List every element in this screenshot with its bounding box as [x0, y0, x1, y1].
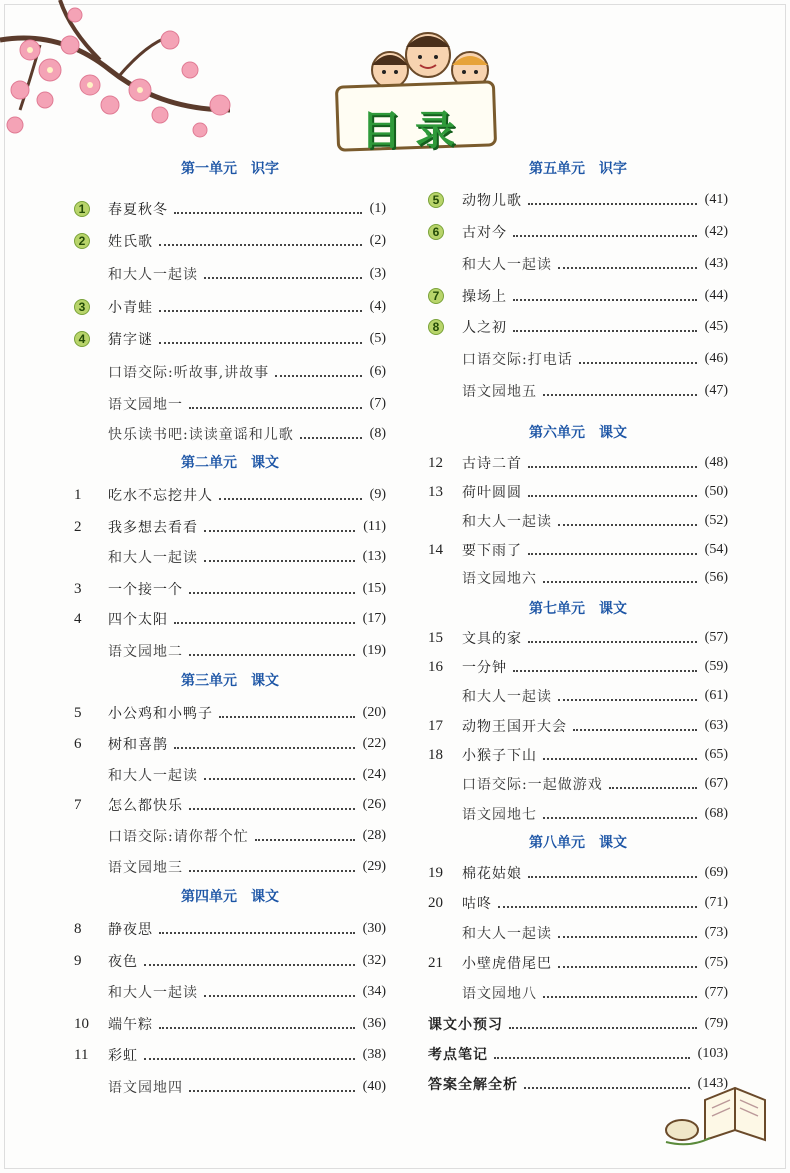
entry-title: 和大人一起读 — [462, 689, 552, 705]
toc-entry[interactable] — [428, 744, 728, 766]
entry-title: 语文园地六 — [462, 571, 537, 587]
lesson-number: 8 — [74, 920, 82, 937]
dot-leader — [573, 721, 697, 731]
lesson-number: 4 — [74, 331, 90, 347]
entry-title: 口语交际:打电话 — [462, 352, 573, 368]
entry-title: 一分钟 — [462, 660, 507, 676]
toc-entry[interactable] — [428, 567, 728, 589]
dot-leader — [528, 195, 697, 205]
entry-title: 口语交际:一起做游戏 — [462, 777, 603, 793]
entry-title: 棉花姑娘 — [462, 866, 522, 882]
entry-title: 夜色 — [108, 954, 138, 970]
lesson-number: 17 — [428, 717, 443, 734]
toc-entry[interactable] — [74, 198, 386, 220]
entry-title: 彩虹 — [108, 1048, 138, 1064]
page-number: (75) — [704, 955, 728, 970]
toc-entry[interactable] — [428, 221, 728, 243]
toc-entry[interactable] — [74, 856, 386, 878]
dot-leader — [159, 924, 355, 934]
entry-title: 快乐读书吧:读读童谣和儿歌 — [108, 427, 294, 443]
dot-leader — [159, 302, 362, 312]
toc-entry[interactable] — [74, 1044, 386, 1066]
dot-leader — [513, 322, 697, 332]
entry-title: 和大人一起读 — [108, 985, 198, 1001]
toc-entry[interactable] — [74, 950, 386, 972]
lesson-number-badge — [428, 192, 462, 208]
lesson-number-badge — [428, 224, 462, 240]
lesson-number: 2 — [74, 518, 82, 535]
toc-entry[interactable] — [428, 627, 728, 649]
toc-entry[interactable] — [74, 546, 386, 568]
dot-leader — [528, 868, 697, 878]
toc-entry[interactable] — [74, 361, 386, 383]
dot-leader — [558, 516, 697, 526]
entry-title: 姓氏歌 — [108, 234, 153, 250]
entry-title: 和大人一起读 — [108, 550, 198, 566]
dot-leader — [543, 750, 697, 760]
page-number: (40) — [362, 1079, 386, 1094]
page-number: (6) — [369, 364, 386, 379]
toc-entry[interactable] — [74, 764, 386, 786]
dot-leader — [579, 354, 697, 364]
entry-title: 考点笔记 — [428, 1047, 488, 1063]
page-number: (5) — [369, 331, 386, 346]
dot-leader — [300, 429, 362, 439]
page-number: (19) — [362, 643, 386, 658]
toc-entry[interactable] — [428, 1013, 728, 1035]
dot-leader — [513, 227, 697, 237]
dot-leader — [204, 522, 355, 532]
dot-leader — [219, 708, 355, 718]
dot-leader — [189, 399, 362, 409]
dot-leader — [219, 490, 362, 500]
dot-leader — [498, 898, 697, 908]
toc-entry[interactable] — [428, 803, 728, 825]
entry-title: 吃水不忘挖井人 — [108, 488, 213, 504]
toc-entry[interactable] — [74, 733, 386, 755]
page-number: (30) — [362, 921, 386, 936]
unit-heading: 第三单元 课文 — [181, 673, 279, 689]
entry-title: 我多想去看看 — [108, 520, 198, 536]
lesson-number: 14 — [428, 541, 443, 558]
page-number: (28) — [362, 828, 386, 843]
entry-title: 语文园地五 — [462, 384, 537, 400]
entry-title: 小猴子下山 — [462, 748, 537, 764]
entry-title: 古诗二首 — [462, 456, 522, 472]
entry-title: 语文园地一 — [108, 397, 183, 413]
lesson-number: 1 — [74, 201, 90, 217]
unit-heading: 第二单元 课文 — [181, 455, 279, 471]
page-number: (67) — [704, 776, 728, 791]
lesson-number: 7 — [74, 796, 82, 813]
toc-entry[interactable] — [428, 952, 728, 974]
entry-title: 语文园地七 — [462, 807, 537, 823]
dot-leader — [189, 862, 355, 872]
toc-entry[interactable] — [74, 981, 386, 1003]
page-number: (71) — [704, 895, 728, 910]
lesson-number: 6 — [74, 735, 82, 752]
page-number: (8) — [369, 426, 386, 441]
toc-entry[interactable] — [428, 510, 728, 532]
page-number: (48) — [704, 455, 728, 470]
page-number: (42) — [704, 224, 728, 239]
toc-entry[interactable] — [74, 1076, 386, 1098]
dot-leader — [144, 1050, 355, 1060]
unit-heading: 第五单元 识字 — [529, 161, 627, 177]
lesson-number-badge — [74, 299, 108, 315]
toc-entry[interactable] — [74, 516, 386, 538]
dot-leader — [189, 800, 355, 810]
dot-leader — [144, 956, 355, 966]
entry-title: 语文园地八 — [462, 986, 537, 1002]
page-number: (103) — [697, 1046, 728, 1061]
lesson-number: 11 — [74, 1046, 89, 1063]
entry-title: 端午粽 — [108, 1017, 153, 1033]
lesson-number: 15 — [428, 629, 443, 646]
dot-leader — [204, 770, 355, 780]
unit-heading: 第八单元 课文 — [529, 835, 627, 851]
toc-entry[interactable] — [428, 892, 728, 914]
entry-title: 春夏秋冬 — [108, 202, 168, 218]
page-number: (57) — [704, 630, 728, 645]
lesson-number: 5 — [428, 192, 444, 208]
page-number: (24) — [362, 767, 386, 782]
entry-title: 口语交际:请你帮个忙 — [108, 829, 249, 845]
entry-title: 荷叶圆圆 — [462, 485, 522, 501]
toc-entry[interactable] — [428, 380, 728, 402]
dot-leader — [204, 987, 355, 997]
entry-title: 一个接一个 — [108, 582, 183, 598]
toc-entry[interactable] — [74, 393, 386, 415]
page-number: (44) — [704, 288, 728, 303]
dot-leader — [275, 367, 362, 377]
page-number: (9) — [369, 487, 386, 502]
page-number: (41) — [704, 192, 728, 207]
page-number: (59) — [704, 659, 728, 674]
dot-leader — [609, 779, 697, 789]
lesson-number-badge — [74, 331, 108, 347]
lesson-number-badge — [74, 201, 108, 217]
dot-leader — [159, 236, 362, 246]
toc-entry[interactable] — [428, 922, 728, 944]
page-number: (38) — [362, 1047, 386, 1062]
unit-heading: 第六单元 课文 — [529, 425, 627, 441]
dot-leader — [189, 1082, 355, 1092]
toc-entry[interactable] — [428, 348, 728, 370]
toc-entry[interactable] — [428, 982, 728, 1004]
page-number: (15) — [362, 581, 386, 596]
lesson-number: 3 — [74, 299, 90, 315]
page-number: (1) — [369, 201, 386, 216]
entry-title: 要下雨了 — [462, 543, 522, 559]
page-number: (36) — [362, 1016, 386, 1031]
dot-leader — [494, 1049, 690, 1059]
lesson-number: 21 — [428, 954, 443, 971]
entry-title: 和大人一起读 — [108, 267, 198, 283]
page-number: (7) — [369, 396, 386, 411]
lesson-number: 18 — [428, 746, 443, 763]
lesson-number: 13 — [428, 483, 443, 500]
toc-entry[interactable] — [428, 773, 728, 795]
page-number: (22) — [362, 736, 386, 751]
entry-title: 静夜思 — [108, 922, 153, 938]
toc-entry[interactable] — [428, 1043, 728, 1065]
lesson-number: 8 — [428, 319, 444, 335]
lesson-number: 12 — [428, 454, 443, 471]
entry-title: 动物儿歌 — [462, 193, 522, 209]
lesson-number: 4 — [74, 610, 82, 627]
lesson-number-badge — [428, 319, 462, 335]
toc-entry[interactable] — [74, 328, 386, 350]
page-number: (34) — [362, 984, 386, 999]
entry-title: 操场上 — [462, 289, 507, 305]
entry-title: 人之初 — [462, 320, 507, 336]
unit-heading: 第一单元 识字 — [181, 161, 279, 177]
dot-leader — [528, 458, 697, 468]
dot-leader — [543, 809, 697, 819]
dot-leader — [558, 691, 697, 701]
page-number: (56) — [704, 570, 728, 585]
entry-title: 和大人一起读 — [108, 768, 198, 784]
entry-title: 和大人一起读 — [462, 926, 552, 942]
page-number: (29) — [362, 859, 386, 874]
dot-leader — [513, 662, 697, 672]
toc-entry[interactable] — [74, 484, 386, 506]
entry-title: 语文园地三 — [108, 860, 183, 876]
entry-title: 小壁虎借尾巴 — [462, 956, 552, 972]
lesson-number-badge — [428, 288, 462, 304]
lesson-number: 2 — [74, 233, 90, 249]
toc-entry[interactable] — [428, 253, 728, 275]
entry-title: 语文园地二 — [108, 644, 183, 660]
title-block — [330, 25, 500, 155]
toc-entry[interactable] — [74, 702, 386, 724]
toc-entry[interactable] — [428, 285, 728, 307]
dot-leader — [204, 269, 362, 279]
page-number: (3) — [369, 266, 386, 281]
dot-leader — [509, 1019, 697, 1029]
dot-leader — [558, 259, 697, 269]
page-number: (26) — [362, 797, 386, 812]
page-number: (63) — [704, 718, 728, 733]
entry-title: 四个太阳 — [108, 612, 168, 628]
entry-title: 怎么都快乐 — [108, 798, 183, 814]
toc-entry[interactable] — [428, 656, 728, 678]
page-number: (46) — [704, 351, 728, 366]
toc-entry[interactable] — [428, 715, 728, 737]
page-number: (69) — [704, 865, 728, 880]
dot-leader — [543, 988, 697, 998]
entry-title: 口语交际:听故事,讲故事 — [108, 365, 270, 381]
page-number: (20) — [362, 705, 386, 720]
lesson-number-badge — [74, 233, 108, 249]
dot-leader — [543, 386, 697, 396]
unit-heading: 第四单元 课文 — [181, 889, 279, 905]
toc-entry[interactable] — [74, 608, 386, 630]
dot-leader — [189, 646, 355, 656]
unit-heading: 第七单元 课文 — [529, 601, 627, 617]
dot-leader — [543, 573, 697, 583]
page-number: (13) — [362, 549, 386, 564]
toc-entry[interactable] — [428, 862, 728, 884]
toc-entry[interactable] — [428, 481, 728, 503]
page-number: (2) — [369, 233, 386, 248]
page-number: (73) — [704, 925, 728, 940]
lesson-number: 7 — [428, 288, 444, 304]
page-number: (43) — [704, 256, 728, 271]
lesson-number: 5 — [74, 704, 82, 721]
entry-title: 树和喜鹊 — [108, 737, 168, 753]
dot-leader — [204, 552, 355, 562]
dot-leader — [189, 584, 355, 594]
dot-leader — [159, 334, 362, 344]
entry-title: 古对今 — [462, 225, 507, 241]
toc-entry[interactable] — [74, 230, 386, 252]
toc-entry[interactable] — [428, 452, 728, 474]
toc-entry[interactable] — [428, 539, 728, 561]
toc-entry[interactable] — [74, 296, 386, 318]
toc-entry[interactable] — [74, 918, 386, 940]
page-number: (54) — [704, 542, 728, 557]
dot-leader — [159, 1019, 355, 1029]
page-number: (143) — [697, 1076, 728, 1091]
entry-title: 和大人一起读 — [462, 257, 552, 273]
cherry-blossom-icon — [0, 0, 250, 150]
lesson-number: 19 — [428, 864, 443, 881]
page-number: (65) — [704, 747, 728, 762]
toc-entry[interactable] — [74, 794, 386, 816]
lesson-number: 6 — [428, 224, 444, 240]
page-number: (61) — [704, 688, 728, 703]
dot-leader — [513, 291, 697, 301]
lesson-number: 20 — [428, 894, 443, 911]
dot-leader — [558, 928, 697, 938]
page-number: (45) — [704, 319, 728, 334]
lesson-number: 3 — [74, 580, 82, 597]
entry-title: 咕咚 — [462, 896, 492, 912]
page-number: (17) — [362, 611, 386, 626]
lesson-number: 16 — [428, 658, 443, 675]
dot-leader — [558, 958, 697, 968]
entry-title: 小公鸡和小鸭子 — [108, 706, 213, 722]
book-icon — [660, 1080, 770, 1150]
lesson-number: 9 — [74, 952, 82, 969]
entry-title: 动物王国开大会 — [462, 719, 567, 735]
page-number: (52) — [704, 513, 728, 528]
page-number: (11) — [363, 519, 386, 534]
page-title: 目录 — [361, 108, 469, 154]
dot-leader — [255, 831, 355, 841]
toc-entry[interactable] — [428, 685, 728, 707]
toc-entry[interactable] — [74, 640, 386, 662]
page-number: (4) — [369, 299, 386, 314]
page-number: (47) — [704, 383, 728, 398]
dot-leader — [528, 487, 697, 497]
dot-leader — [174, 614, 355, 624]
page-number: (77) — [704, 985, 728, 1000]
lesson-number: 10 — [74, 1015, 89, 1032]
toc-entry[interactable] — [74, 578, 386, 600]
entry-title: 语文园地四 — [108, 1080, 183, 1096]
entry-title: 答案全解全析 — [428, 1077, 518, 1093]
dot-leader — [174, 204, 362, 214]
page-number: (79) — [704, 1016, 728, 1031]
entry-title: 小青蛙 — [108, 300, 153, 316]
entry-title: 猜字谜 — [108, 332, 153, 348]
entry-title: 文具的家 — [462, 631, 522, 647]
page-number: (32) — [362, 953, 386, 968]
toc-entry[interactable] — [74, 825, 386, 847]
toc-entry[interactable] — [74, 1013, 386, 1035]
toc-entry[interactable] — [428, 316, 728, 338]
toc-entry[interactable] — [74, 263, 386, 285]
toc-entry[interactable] — [74, 423, 386, 445]
lesson-number: 1 — [74, 486, 82, 503]
dot-leader — [174, 739, 355, 749]
entry-title: 和大人一起读 — [462, 514, 552, 530]
page-number: (68) — [704, 806, 728, 821]
page-number: (50) — [704, 484, 728, 499]
dot-leader — [528, 633, 697, 643]
toc-entry[interactable] — [428, 189, 728, 211]
dot-leader — [528, 545, 697, 555]
entry-title: 课文小预习 — [428, 1017, 503, 1033]
